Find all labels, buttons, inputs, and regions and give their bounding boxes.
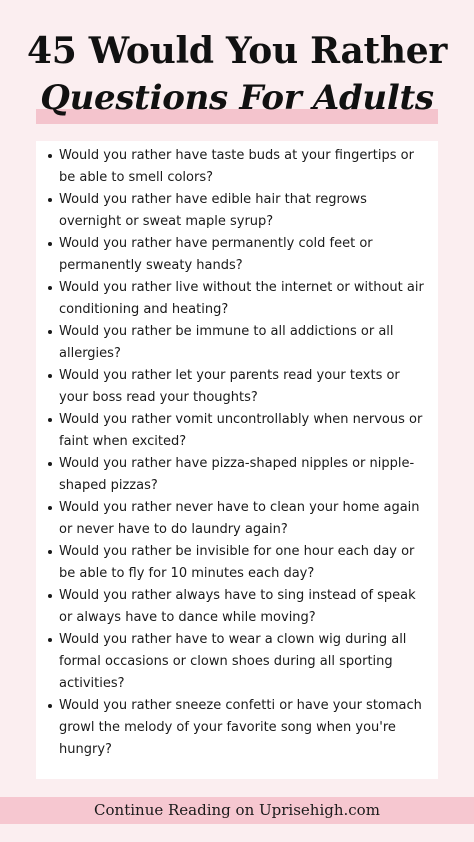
list-item: [59, 541, 430, 585]
footer-band: [0, 797, 474, 824]
question-text: Would you rather never have to clean your home again or never have to do laundry again?: [59, 500, 420, 537]
question-text: Would you rather live without the internet or without air conditioning and heating?: [59, 280, 424, 317]
list-item: [59, 189, 430, 233]
bullet-icon: [48, 330, 52, 334]
list-item: [59, 233, 430, 277]
bullet-icon: [48, 418, 52, 422]
bullet-icon: [48, 594, 52, 598]
question-text: Would you rather have taste buds at your fingertips or be able to smell colors?: [59, 148, 414, 185]
bullet-icon: [48, 462, 52, 466]
header: [0, 0, 474, 135]
list-item: [59, 145, 430, 189]
list-item: [59, 585, 430, 629]
question-text: Would you rather sneeze confetti or have your stomach growl the melody of your favorite song when you're hungry?: [59, 698, 422, 757]
bullet-icon: [48, 286, 52, 290]
bullet-icon: [48, 550, 52, 554]
list-item: [59, 695, 430, 761]
question-text: Would you rather be immune to all addictions or all allergies?: [59, 324, 394, 361]
list-item: [59, 629, 430, 695]
list-item: [59, 497, 430, 541]
question-text: Would you rather let your parents read your texts or your boss read your thoughts?: [59, 368, 400, 405]
bullet-icon: [48, 374, 52, 378]
bullet-icon: [48, 198, 52, 202]
list-item: [59, 365, 430, 409]
bullet-icon: [48, 506, 52, 510]
title-line-2: Questions For Adults: [40, 78, 434, 118]
list-item: [59, 277, 430, 321]
question-text: Would you rather have to wear a clown wig during all formal occasions or clown shoes during all sporting activities?: [59, 632, 407, 691]
continue-reading-link[interactable]: Continue Reading on Uprisehigh.com: [94, 801, 380, 819]
bullet-icon: [48, 704, 52, 708]
question-text: Would you rather vomit uncontrollably when nervous or faint when excited?: [59, 412, 423, 449]
list-item: [59, 453, 430, 497]
question-text: Would you rather have permanently cold feet or permanently sweaty hands?: [59, 236, 373, 273]
question-text: Would you rather be invisible for one hour each day or be able to fly for 10 minutes each day?: [59, 544, 415, 581]
title-line-2-wrap: [36, 80, 438, 124]
list-item: [59, 409, 430, 453]
bullet-icon: [48, 154, 52, 158]
list-item: [59, 321, 430, 365]
bullet-icon: [48, 638, 52, 642]
question-text: Would you rather always have to sing instead of speak or always have to dance while moving?: [59, 588, 416, 625]
question-text: Would you rather have pizza-shaped nipples or nipple-shaped pizzas?: [59, 456, 415, 493]
title-line-1: 45 Would You Rather: [26, 30, 448, 72]
questions-list: [36, 141, 438, 761]
bullet-icon: [48, 242, 52, 246]
question-text: Would you rather have edible hair that regrows overnight or sweat maple syrup?: [59, 192, 367, 229]
questions-card: [36, 141, 438, 779]
